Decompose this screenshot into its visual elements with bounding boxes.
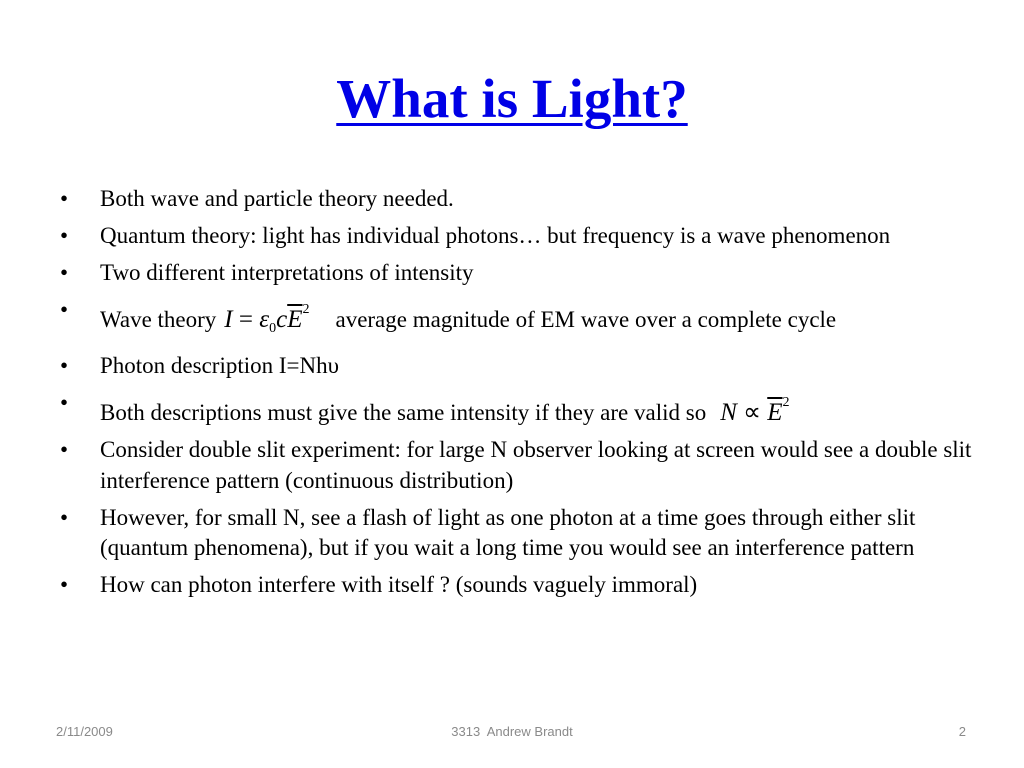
bullet-text: Photon description I=Nhυ [100,353,340,378]
bullet-text: Consider double slit experiment: for large N observer looking at screen would see a double slit interference pattern (continuous distribution) [100,437,972,493]
bullet-item [58,351,978,382]
bullet-marker: • [60,437,69,462]
eq-exponent: 2 [782,395,790,410]
bullet-marker: • [60,353,69,378]
eq-symbol: N [720,399,737,426]
eq-symbol: I [224,306,233,333]
bullet-text: Quantum theory: light has individual photons… but frequency is a wave phenomenon [100,223,891,248]
eq-symbol: ε [259,306,270,333]
bullet-item [58,221,978,252]
footer-date: 2/11/2009 [56,724,113,739]
bullet-text: How can photon interfere with itself ? (sounds vaguely immoral) [100,572,698,597]
bullet-text: However, for small N, see a flash of light as one photon at a time goes through either slit (quantum phenomena), but if you wait a long time you would see an interference pattern [100,504,916,560]
eq-symbol: $\overline{E}$ [767,399,783,426]
bullet-text-pre: Both descriptions must give the same intensity if they are valid so [100,400,707,425]
bullet-item [58,503,978,564]
bullet-list [58,184,978,607]
bullet-marker: • [60,186,69,211]
bullet-text-post: average magnitude of EM wave over a complete cycle [335,307,837,332]
bullet-item-proportional [58,388,978,429]
bullet-marker: • [60,390,69,415]
bullet-marker: • [60,223,69,248]
bullet-item [58,570,978,601]
eq-exponent: 2 [302,302,310,317]
eq-symbol: ∝ [743,399,761,426]
eq-symbol: c [276,306,288,333]
eq-symbol: $\overline{E}$ [287,306,303,333]
bullet-text: Both wave and particle theory needed. [100,186,454,211]
bullet-marker: • [60,260,69,285]
eq-symbol: = [238,306,253,333]
bullet-marker: • [60,504,69,530]
bullet-text: Two different interpretations of intensity [100,260,474,285]
bullet-item [58,184,978,215]
bullet-marker: • [60,297,69,322]
bullet-item [58,258,978,289]
bullet-item [58,435,978,496]
bullet-marker: • [60,572,69,597]
slide-title: What is Light? [336,68,688,129]
footer-page-number: 2 [958,724,966,739]
eq-subscript: 0 [269,321,277,336]
proportionality-equation [720,395,790,426]
bullet-text-pre: Wave theory [100,307,217,332]
bullet-item-wave-theory [58,295,978,345]
footer-author: 3313 Andrew Brandt [451,724,573,739]
intensity-equation [224,302,310,336]
